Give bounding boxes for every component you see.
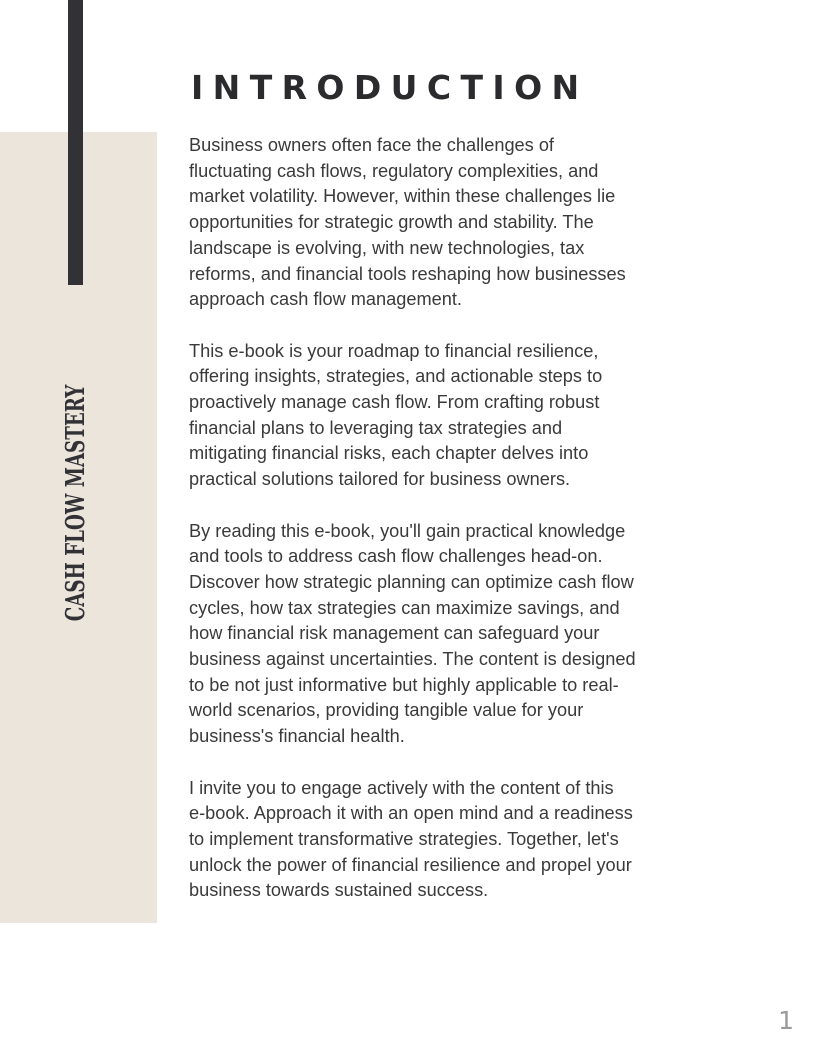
vertical-book-title-text: CASH FLOW MASTERY: [61, 384, 91, 622]
paragraph-2: This e-book is your roadmap to financial resilience, offering insights, strategies, and actionable steps to proactively manage cash flow. From crafting robust financial plans to leveraging tax strategies and mitigating financial risks, each chapter delves into practical solutions tailored for business owners.: [189, 340, 603, 490]
accent-bar: [68, 0, 83, 285]
vertical-book-title: [63, 351, 89, 654]
paragraph-3: By reading this e-book, you'll gain practical knowledge and tools to address cash flow challenges head-on. Discover how strategic planning can optimize cash flow cycles, how tax strategies can maximize savings, and how financial risk management can safeguard your business against uncertainties. The content is designed to be not just informative but highly applicable to real- world scenarios, providing tangible value for your business's financial health.: [189, 520, 636, 747]
page-number: 1: [778, 1006, 794, 1035]
body-text: [189, 133, 719, 930]
paragraph-4: I invite you to engage actively with the content of this e-book. Approach it with an open mind and a readiness to implement transformative strategies. Together, let's unlock the power of financial resilience and propel your business towards sustained success.: [189, 777, 633, 901]
paragraph-1: Business owners often face the challenges of fluctuating cash flows, regulatory complexities, and market volatility. However, within these challenges lie opportunities for strategic growth and stability. The landscape is evolving, with new technologies, tax reforms, and financial tools reshaping how businesses approach cash flow management.: [189, 135, 626, 310]
page-title: INTRODUCTION: [191, 68, 589, 107]
